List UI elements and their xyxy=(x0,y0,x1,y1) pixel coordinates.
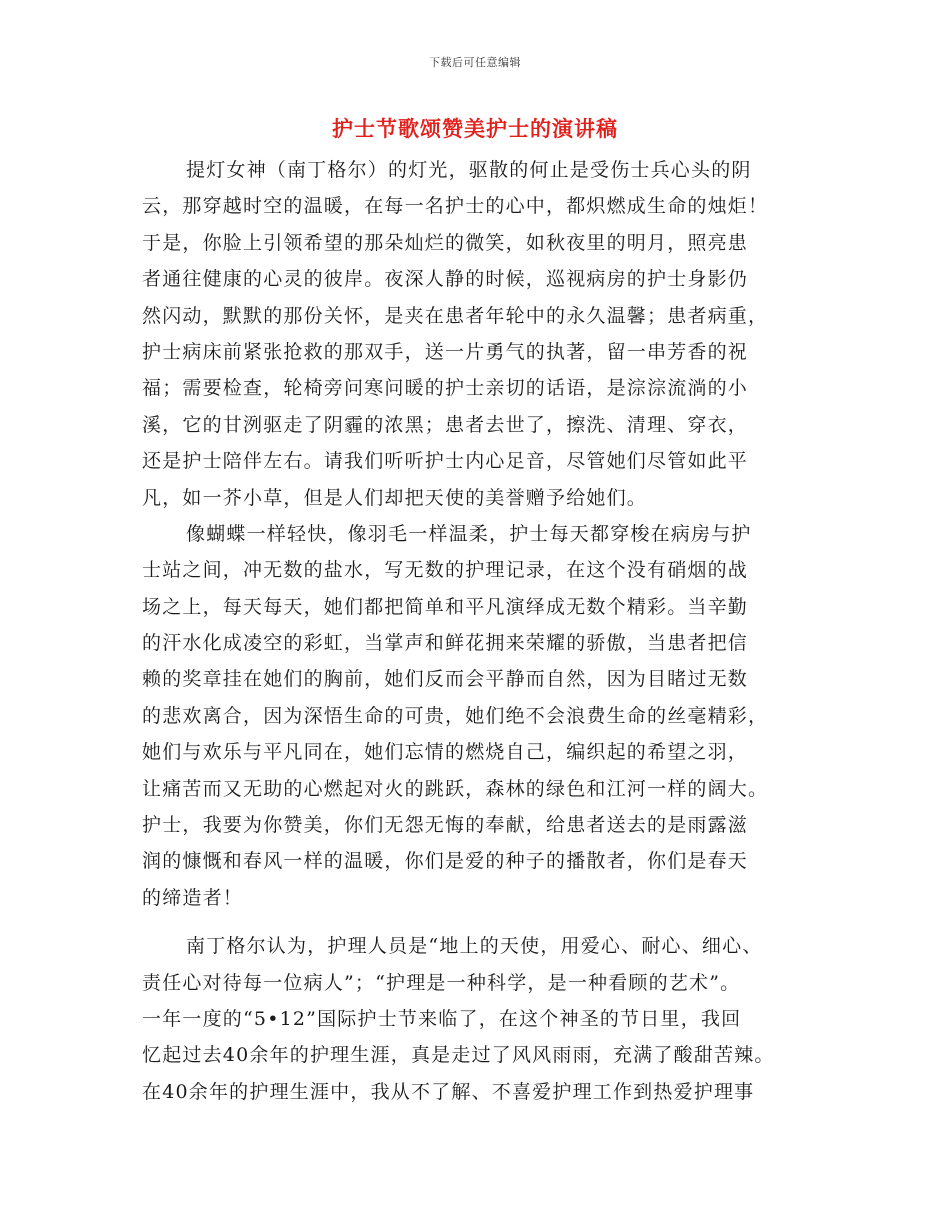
document-body xyxy=(142,152,814,1110)
paragraph-line: 还是护士陪伴左右。请我们听听护士内心足音，尽管她们尽管如此平 xyxy=(142,450,749,473)
paragraph-line: 的缔造者！ xyxy=(142,886,244,909)
paragraph-line: 像蝴蝶一样轻快，像羽毛一样温柔，护士每天都穿梭在病房与护 xyxy=(186,522,752,545)
paragraph-1 xyxy=(142,152,814,516)
paragraph-line: 福；需要检查，轮椅旁问寒问暖的护士亲切的话语，是淙淙流淌的小 xyxy=(142,377,749,400)
paragraph-line: 者通往健康的心灵的彼岸。夜深人静的时候，巡视病房的护士身影仍 xyxy=(142,268,749,291)
paragraph-line: 在40余年的护理生涯中，我从不了解、不喜爱护理工作到热爱护理事 xyxy=(142,1080,755,1103)
paragraph-line: 一年一度的“5•12”国际护士节来临了，在这个神圣的节日里，我回 xyxy=(142,1007,742,1030)
paragraph-line: 忆起过去40余年的护理生涯，真是走过了风风雨雨，充满了酸甜苦辣。 xyxy=(142,1044,775,1067)
paragraph-line: 的汗水化成凌空的彩虹，当掌声和鲜花拥来荣耀的骄傲，当患者把信 xyxy=(142,632,749,655)
paragraph-3 xyxy=(142,928,814,1110)
paragraph-line: 赖的奖章挂在她们的胸前，她们反而会平静而自然，因为目睹过无数 xyxy=(142,668,749,691)
paragraph-line: 责任心对待每一位病人”；“护理是一种科学，是一种看顾的艺术”。 xyxy=(142,971,741,994)
paragraph-line: 溪，它的甘洌驱走了阴霾的浓黑；患者去世了，擦洗、清理、穿衣， xyxy=(142,413,749,436)
paragraph-line: 云，那穿越时空的温暖，在每一名护士的心中，都炽燃成生命的烛炬！ xyxy=(142,195,769,218)
paragraph-line: 她们与欢乐与平凡同在，她们忘情的燃烧自己，编织起的希望之羽， xyxy=(142,741,749,764)
document-title: 护士节歌颂赞美护士的演讲稿 xyxy=(332,117,618,141)
page-header-note: 下载后可任意编辑 xyxy=(429,56,521,69)
paragraph-line: 提灯女神（南丁格尔）的灯光，驱散的何止是受伤士兵心头的阴 xyxy=(186,159,752,181)
paragraph-line: 场之上，每天每天，她们都把简单和平凡演绎成无数个精彩。当辛勤 xyxy=(142,595,749,618)
paragraph-line: 护士病床前紧张抢救的那双手，送一片勇气的执著，留一串芳香的祝 xyxy=(142,340,749,363)
paragraph-line: 于是，你脸上引领希望的那朵灿烂的微笑，如秋夜里的明月，照亮患 xyxy=(142,231,749,254)
paragraph-line: 润的慷慨和春风一样的温暖，你们是爱的种子的播散者，你们是春天 xyxy=(142,850,749,873)
paragraph-2 xyxy=(142,516,814,916)
paragraph-line: 南丁格尔认为，护理人员是“地上的天使，用爱心、耐心、细心、 xyxy=(186,935,763,958)
paragraph-line: 士站之间，冲无数的盐水，写无数的护理记录，在这个没有硝烟的战 xyxy=(142,559,749,582)
paragraph-line: 让痛苦而又无助的心燃起对火的跳跃，森林的绿色和江河一样的阔大。 xyxy=(142,777,769,800)
paragraph-line: 护士，我要为你赞美，你们无怨无悔的奉献，给患者送去的是雨露滋 xyxy=(142,814,749,837)
paragraph-line: 凡，如一芥小草，但是人们却把天使的美誉赠予给她们。 xyxy=(142,486,648,509)
paragraph-line: 的悲欢离合，因为深悟生命的可贵，她们绝不会浪费生命的丝毫精彩， xyxy=(142,704,769,727)
paragraph-line: 然闪动，默默的那份关怀，是夹在患者年轮中的永久温馨；患者病重， xyxy=(142,304,769,327)
